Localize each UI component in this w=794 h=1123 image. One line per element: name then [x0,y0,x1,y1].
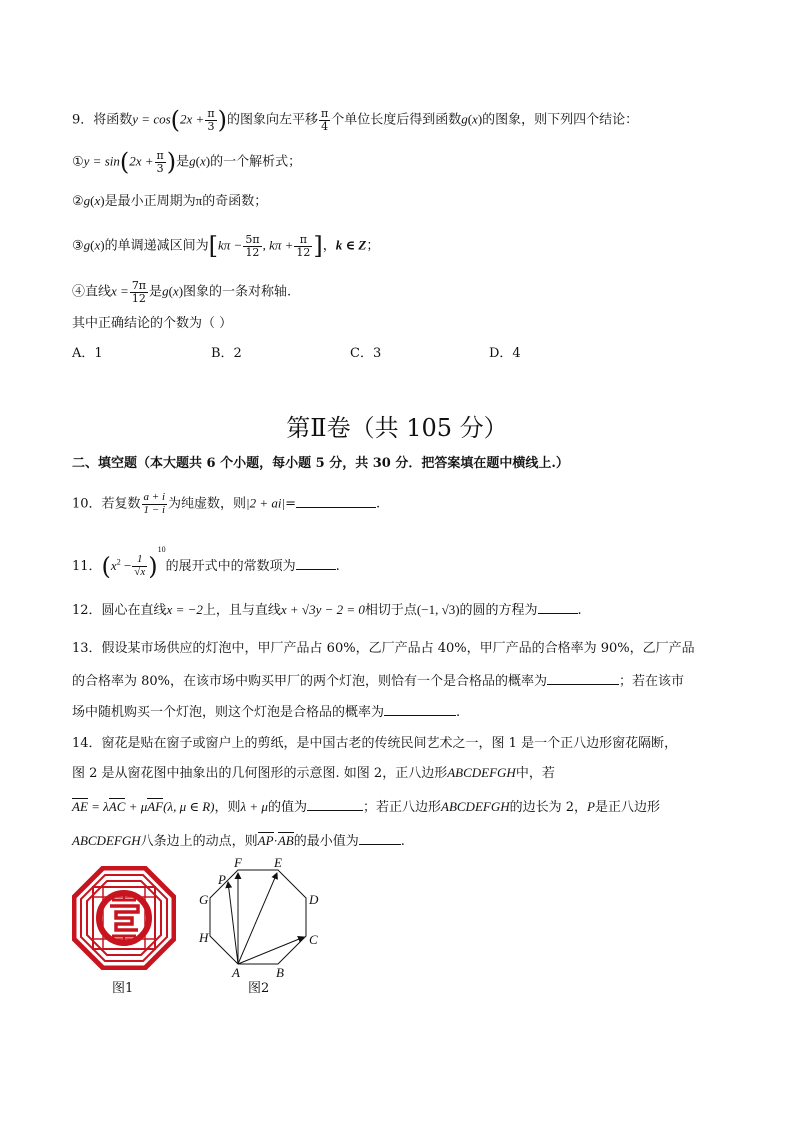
q12: 12．圆心在直线x = −2上，且与直线x + √3y − 2 = 0相切于点(−1, √3)的圆的方程为 . [72,602,582,618]
vertex-label-c: C [309,932,318,947]
q11-answer-blank[interactable] [296,557,336,570]
q9-statement-4: ④直线x = $\frac{7\pi}{12}$ 是g(x)图象的一条对称轴. [72,279,292,305]
paren-close: ) [217,106,227,135]
point-label-p: P [218,872,226,887]
q13-answer-blank-2[interactable] [384,703,456,716]
q9-stem-mid: 的图象向左平移 [226,112,318,128]
q9-statement-1: ①y = sin(2x + $\frac{\pi}{3}$ )是g(x)的一个解析式； [72,148,302,177]
q9-statement-2: ②g(x)是最小正周期为π的奇函数； [72,193,268,209]
vertex-label-g: G [199,892,209,907]
octagon-diagram [190,852,330,982]
q9-statement-3: ③g(x)的单调递减区间为[kπ − $\frac{5\pi}{12}$ , kπ + $\frac{\pi}{12}$ ]，k ∈ Z； [72,232,380,261]
q13-line-3: 场中随机购买一个灯泡，则这个灯泡是合格品的概率为 . [72,705,461,720]
vertex-label-h: H [199,930,209,945]
option-b[interactable]: B．2 [211,346,242,361]
section-title: 第Ⅱ卷（共 105 分） [286,414,508,442]
option-a[interactable]: A．1 [72,346,103,361]
q9-frac-pi-3: $\frac{\pi}{3}$ [207,107,215,133]
q9-stem: 9．将函数y = cos(2x + $\frac{\pi}{3}$ )的图象向左平移 $\frac{\pi}{4}$ 个单位长度后得到函数g(x)的图象，则下列四个结论： [72,106,639,135]
q9-function: y = cos [132,111,171,127]
q10: 10．若复数 $\frac{a + i}{1 - i}$ 为纯虚数，则|2 + ai|= . [72,491,381,516]
q10-answer-blank[interactable] [296,495,376,508]
window-flower-figure [72,866,176,970]
option-d[interactable]: D．4 [489,346,521,361]
q10-fraction: $\frac{a + i}{1 - i}$ [143,491,166,516]
q9-frac-pi-4: $\frac{\pi}{4}$ [320,107,329,133]
q11: 11．($x^2$ − $\frac{1}{√x}$ )$^{10}$的展开式中的常数项为 . [72,545,340,581]
q14-answer-blank-1[interactable] [307,798,363,811]
q14-line-1: 14．窗花是贴在窗子或窗户上的剪纸，是中国古老的传统民间艺术之一，图 1 是一个正八边形窗花隔断， [72,736,678,751]
q14-line-2: 图 2 是从窗花图中抽象出的几何图形的示意图. 如图 2，正八边形ABCDEFGH中，若 [72,765,555,781]
part2-heading: 二、填空题（本大题共 6 个小题，每小题 5 分，共 30 分．把答案填在题中横线上.） [72,456,569,471]
q9-stem-end: 的图象，则下列四个结论： [482,112,639,128]
q14-answer-blank-2[interactable] [359,832,401,845]
q9-stem-prefix: 9．将函数 [72,112,133,128]
octagon-window-icon [74,868,174,968]
fig1-caption: 图1 [112,981,134,996]
q9-options [72,347,628,360]
vertex-label-f: F [234,855,242,870]
vertex-label-a: A [232,965,240,980]
q9-ask: 其中正确结论的个数为（ ） [72,316,233,331]
q9-stem-mid2: 个单位长度后得到函数 [331,112,462,128]
paren-open: ( [170,106,181,135]
q9-arg: 2x + [180,111,205,127]
q14-line-3: AE = λAC + μAF(λ, μ ∈ R)，则λ + μ的值为 ；若正八边形ABCDEFGH的边长为 2，P是正八边形 [72,799,660,815]
q12-answer-blank[interactable] [538,601,578,614]
q13-line-2: 的合格率为 80%，在该市场中购买甲厂的两个灯泡，则恰有一个是合格品的概率为 ；若在该市 [72,674,685,689]
option-c[interactable]: C．3 [350,346,382,361]
vertex-label-d: D [309,892,319,907]
vector-ap [228,882,238,964]
q13-answer-blank-1[interactable] [547,672,619,685]
q13-line-1: 13．假设某市场供应的灯泡中，甲厂产品占 60%，乙厂产品占 40%，甲厂产品的合格率为 90%，乙厂产品 [72,641,695,656]
vertex-label-b: B [276,965,284,980]
vertex-label-e: E [274,855,282,870]
q14-line-4: ABCDEFGH八条边上的动点，则AP·AB的最小值为 . [72,833,405,849]
fig2-caption: 图2 [248,981,270,996]
